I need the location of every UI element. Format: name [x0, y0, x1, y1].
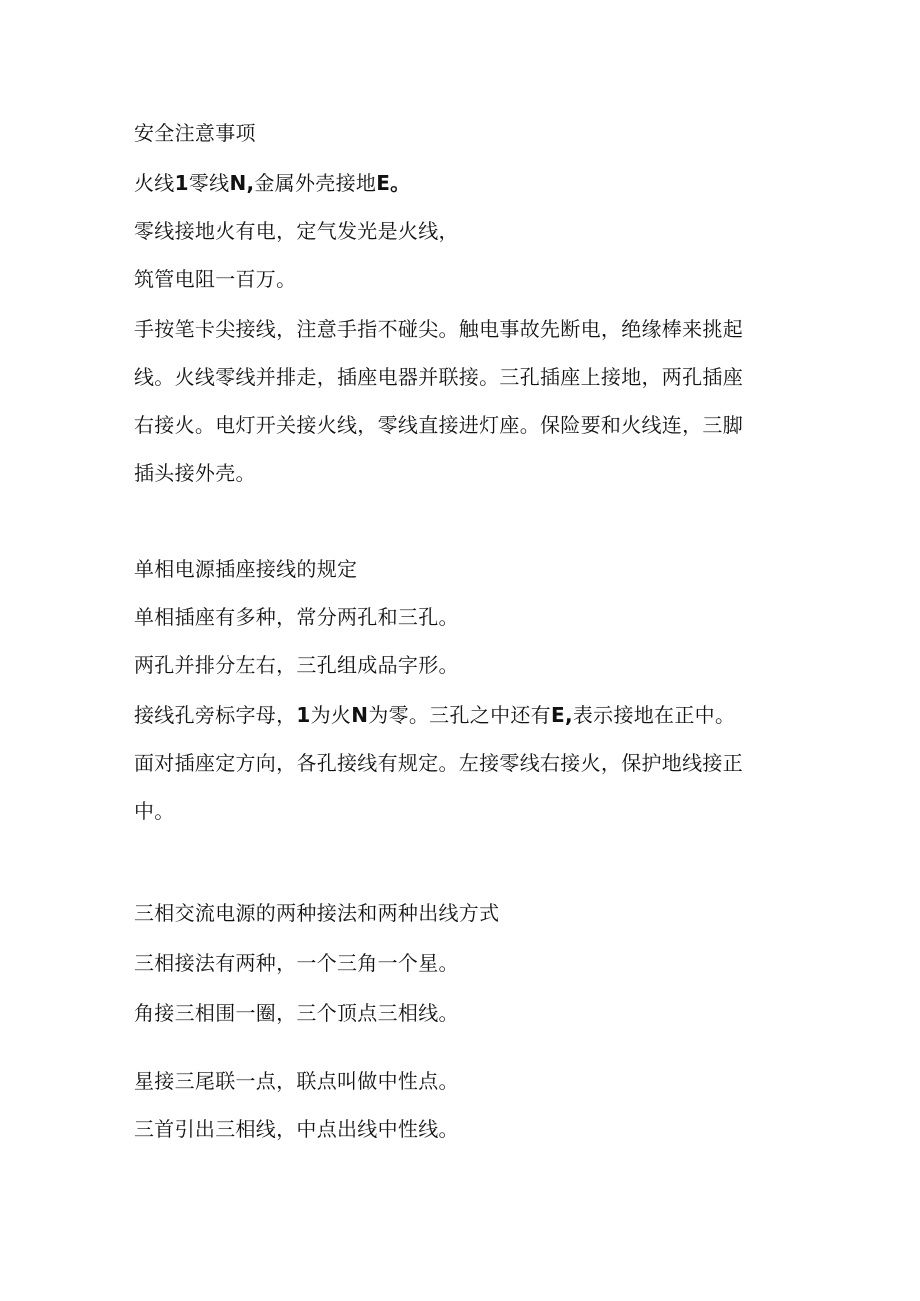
safety-line-3: 筑管电阻一百万。 [134, 267, 297, 291]
safety-line-1 [134, 170, 814, 196]
three-phase-line: 角接三相围一圈，三个顶点三相线。 [134, 1001, 459, 1025]
socket-paragraph-line: 中。 [134, 799, 175, 823]
text-segment-bold: N, [229, 171, 255, 195]
text-segment: 金属外壳接地 [254, 171, 377, 195]
text-segment: 为火 [310, 703, 352, 727]
three-phase-line: 三首引出三相线，中点出线中性线。 [134, 1117, 459, 1141]
text-segment: 零线 [188, 171, 230, 195]
socket-paragraph-line: 面对插座定方向，各孔接线有规定。左接零线右接火，保护地线接正 [134, 751, 743, 775]
three-phase-line: 三相接法有两种，一个三角一个星。 [134, 951, 459, 975]
socket-line-1: 单相插座有多种，常分两孔和三孔。 [134, 605, 459, 629]
text-segment-bold: N [351, 703, 369, 727]
text-segment-bold: 1 [296, 703, 311, 727]
text-segment-bold: E, [550, 703, 573, 727]
section-title-safety: 安全注意事项 [134, 121, 256, 145]
safety-paragraph-line: 手按笔卡尖接线，注意手指不碰尖。触电事故先断电，绝缘棒来挑起 [134, 317, 743, 341]
section-title-socket: 单相电源插座接线的规定 [134, 557, 358, 581]
socket-line-2: 两孔并排分左右，三孔组成品字形。 [134, 653, 459, 677]
safety-paragraph-line: 右接火。电灯开关接火线，零线直接进灯座。保险要和火线连，三脚 [134, 413, 743, 437]
text-segment: 表示接地在正中。 [572, 703, 736, 727]
text-segment-bold: 1 [174, 171, 189, 195]
text-segment-bold: E。 [376, 171, 411, 195]
text-segment: 火线 [134, 171, 175, 195]
three-phase-line: 星接三尾联一点，联点叫做中性点。 [134, 1069, 459, 1093]
text-segment: 为零。三孔之中还有 [368, 703, 551, 727]
safety-paragraph-line: 插头接外壳。 [134, 461, 256, 485]
safety-paragraph-line: 线。火线零线并排走，插座电器并联接。三孔插座上接地，两孔插座 [134, 365, 743, 389]
socket-line-3 [134, 702, 814, 728]
safety-line-2: 零线接地火有电，定气发光是火线， [134, 219, 459, 243]
text-segment: 接线孔旁标字母， [134, 703, 297, 727]
section-title-three-phase: 三相交流电源的两种接法和两种出线方式 [134, 901, 500, 925]
